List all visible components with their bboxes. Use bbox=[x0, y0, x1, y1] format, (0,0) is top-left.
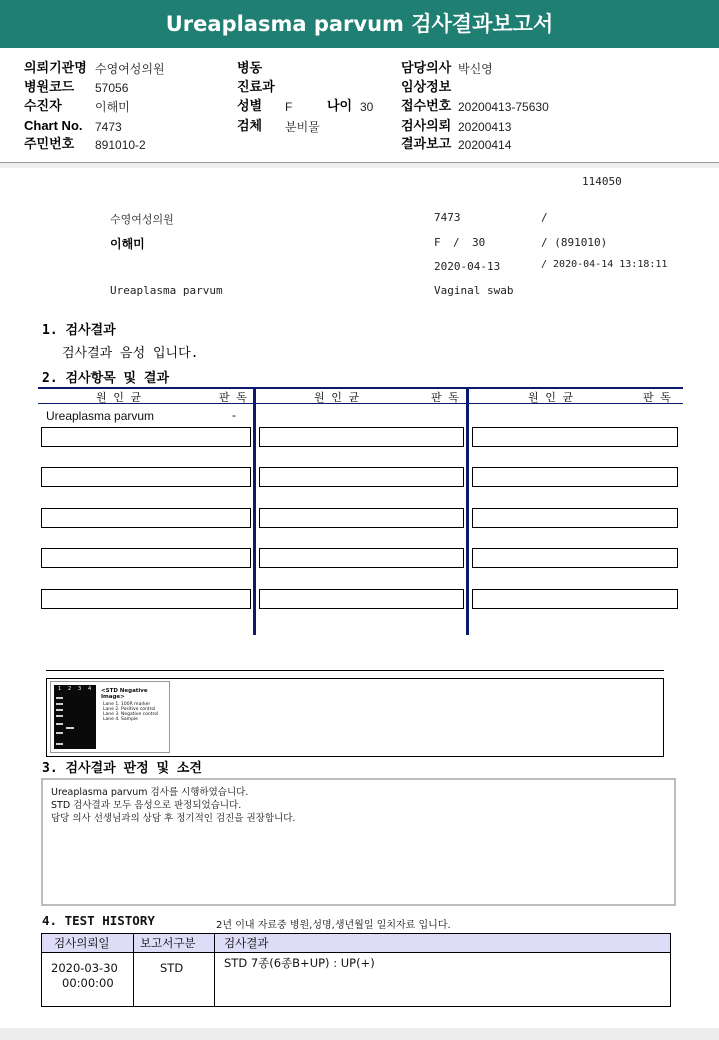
result-cell bbox=[259, 508, 464, 528]
history-type: STD bbox=[160, 961, 184, 975]
gel-band bbox=[56, 697, 63, 699]
report-age: 30 bbox=[472, 236, 486, 249]
result-cell bbox=[472, 427, 678, 447]
result-cell bbox=[472, 548, 678, 568]
header-mid bbox=[237, 57, 397, 147]
result-cell bbox=[41, 508, 251, 528]
gel-top-rule bbox=[46, 670, 664, 671]
report-test-name: Ureaplasma parvum bbox=[110, 284, 223, 297]
history-time: 00:00:00 bbox=[62, 976, 114, 990]
report-birth: / (891010) bbox=[541, 236, 608, 249]
col-header-pathogen-2: 원 인 균 bbox=[314, 391, 360, 404]
gel-band bbox=[56, 715, 63, 717]
receipt-no-value: 20200413-75630 bbox=[458, 100, 549, 114]
report-date-value: 20200414 bbox=[458, 138, 512, 152]
col-header-judge-2: 판 독 bbox=[431, 391, 459, 404]
history-table bbox=[41, 933, 671, 1007]
result-cell bbox=[472, 589, 678, 609]
header-divider bbox=[0, 162, 719, 168]
col-header-pathogen-3: 원 인 균 bbox=[528, 391, 574, 404]
institution-label: 의뢰기관명 bbox=[24, 60, 87, 75]
section1-result: 검사결과 음성 입니다. bbox=[62, 346, 199, 361]
section4-title: 4. TEST HISTORY bbox=[42, 913, 155, 928]
gel-legend-2: Lane 2. Positive control bbox=[103, 707, 156, 712]
result-cell bbox=[41, 467, 251, 487]
row1-pathogen: Ureaplasma parvum bbox=[46, 409, 155, 423]
section3-title: 3. 검사결과 판정 및 소견 bbox=[42, 761, 202, 776]
chart-no-value: 7473 bbox=[95, 120, 122, 134]
gel-band bbox=[56, 743, 63, 745]
gel-lanes bbox=[54, 685, 96, 749]
lane-label: 1 bbox=[58, 686, 62, 692]
page-bottom-bar bbox=[0, 1028, 719, 1040]
resident-no-label: 주민번호 bbox=[24, 136, 75, 151]
history-header-bg bbox=[42, 934, 670, 953]
opinion-line-2: STD 검사결과 모두 음성으로 판정되었습니다. bbox=[51, 800, 242, 811]
history-date: 2020-03-30 bbox=[51, 961, 118, 975]
chart-no-label: Chart No. bbox=[24, 118, 83, 133]
gel-band bbox=[56, 723, 63, 725]
specimen-value: 분비물 bbox=[285, 120, 320, 134]
gel-image bbox=[50, 681, 170, 753]
gel-band bbox=[66, 727, 74, 729]
specimen-label: 검체 bbox=[237, 118, 263, 133]
result-cell bbox=[41, 589, 251, 609]
report-slash-2: / bbox=[453, 236, 460, 249]
gel-legend-3: Lane 3. Negative control bbox=[103, 712, 159, 717]
col-header-judge-3: 판 독 bbox=[643, 391, 671, 404]
patient-label: 수진자 bbox=[24, 98, 62, 113]
patient-value: 이해미 bbox=[95, 100, 130, 114]
report-patient: 이해미 bbox=[110, 237, 145, 251]
opinion-line-3: 담당 의사 선생님과의 상담 후 정기적인 검진을 권장합니다. bbox=[51, 813, 296, 824]
report-specimen: Vaginal swab bbox=[434, 284, 514, 297]
result-cell bbox=[259, 589, 464, 609]
report-code: 114050 bbox=[582, 175, 622, 188]
report-date-received: 2020-04-13 bbox=[434, 260, 501, 273]
history-result: STD 7종(6종B+UP) : UP(+) bbox=[224, 956, 375, 970]
dept-label: 진료과 bbox=[237, 79, 275, 94]
gel-band bbox=[56, 732, 63, 734]
grid-divider-2 bbox=[466, 387, 469, 635]
result-cell bbox=[472, 467, 678, 487]
age-value: 30 bbox=[360, 100, 374, 114]
gel-band bbox=[56, 703, 63, 705]
report-date-label: 결과보고 bbox=[401, 136, 452, 151]
opinion-line-1: Ureaplasma parvum 검사를 시행하였습니다. bbox=[51, 787, 249, 798]
grid-divider-1 bbox=[253, 387, 256, 635]
header-right bbox=[401, 57, 701, 152]
age-label: 나이 bbox=[327, 98, 353, 113]
opinion-box bbox=[41, 778, 676, 906]
institution-value: 수영여성의원 bbox=[95, 62, 165, 76]
section4-note: 2년 이내 자료중 병원,성명,생년월일 일치자료 입니다. bbox=[216, 920, 451, 931]
clinical-info-label: 임상정보 bbox=[401, 79, 452, 94]
gel-legend-4: Lane 4. Sample bbox=[103, 717, 138, 722]
col-header-judge-1: 판 독 bbox=[219, 391, 247, 404]
report-title: Ureaplasma parvum 검사결과보고서 bbox=[0, 0, 719, 48]
result-cell bbox=[259, 548, 464, 568]
result-cell bbox=[41, 548, 251, 568]
gel-band bbox=[56, 709, 63, 711]
sex-value: F bbox=[285, 100, 293, 114]
gel-caption-title: <STD Negative Image> bbox=[101, 688, 148, 700]
report-sex: F bbox=[434, 236, 441, 249]
request-date-value: 20200413 bbox=[458, 120, 512, 134]
result-cell bbox=[259, 467, 464, 487]
lane-label: 4 bbox=[88, 686, 92, 692]
request-date-label: 검사의뢰 bbox=[401, 118, 452, 133]
ward-label: 병동 bbox=[237, 60, 263, 75]
col-header-pathogen-1: 원 인 균 bbox=[96, 391, 142, 404]
report-datetime-reported: / 2020-04-14 13:18:11 bbox=[541, 259, 668, 270]
gel-legend-1: Lane 1. 100R marker bbox=[103, 702, 151, 707]
section1-title: 1. 검사결과 bbox=[42, 323, 116, 338]
report-hospital: 수영여성의원 bbox=[110, 213, 174, 226]
history-header-type: 보고서구분 bbox=[140, 936, 196, 950]
result-cell bbox=[41, 427, 251, 447]
sex-label: 성별 bbox=[237, 98, 263, 113]
result-cell bbox=[472, 508, 678, 528]
lane-label: 3 bbox=[78, 686, 82, 692]
resident-no-value: 891010-2 bbox=[95, 138, 146, 152]
lane-label: 2 bbox=[68, 686, 72, 692]
receipt-no-label: 접수번호 bbox=[401, 98, 452, 113]
history-header-result: 검사결과 bbox=[224, 936, 269, 950]
history-col-divider bbox=[214, 934, 215, 1006]
report-slash-1: / bbox=[541, 211, 548, 224]
result-cell bbox=[259, 427, 464, 447]
doctor-value: 박신영 bbox=[458, 62, 493, 76]
history-header-date: 검사의뢰일 bbox=[54, 936, 110, 950]
hospital-code-label: 병원코드 bbox=[24, 79, 75, 94]
section2-title: 2. 검사항목 및 결과 bbox=[42, 371, 170, 386]
history-col-divider bbox=[133, 934, 134, 1006]
report-chart: 7473 bbox=[434, 211, 461, 224]
row1-judge: - bbox=[232, 408, 236, 422]
doctor-label: 담당의사 bbox=[401, 60, 452, 75]
hospital-code-value: 57056 bbox=[95, 81, 129, 95]
